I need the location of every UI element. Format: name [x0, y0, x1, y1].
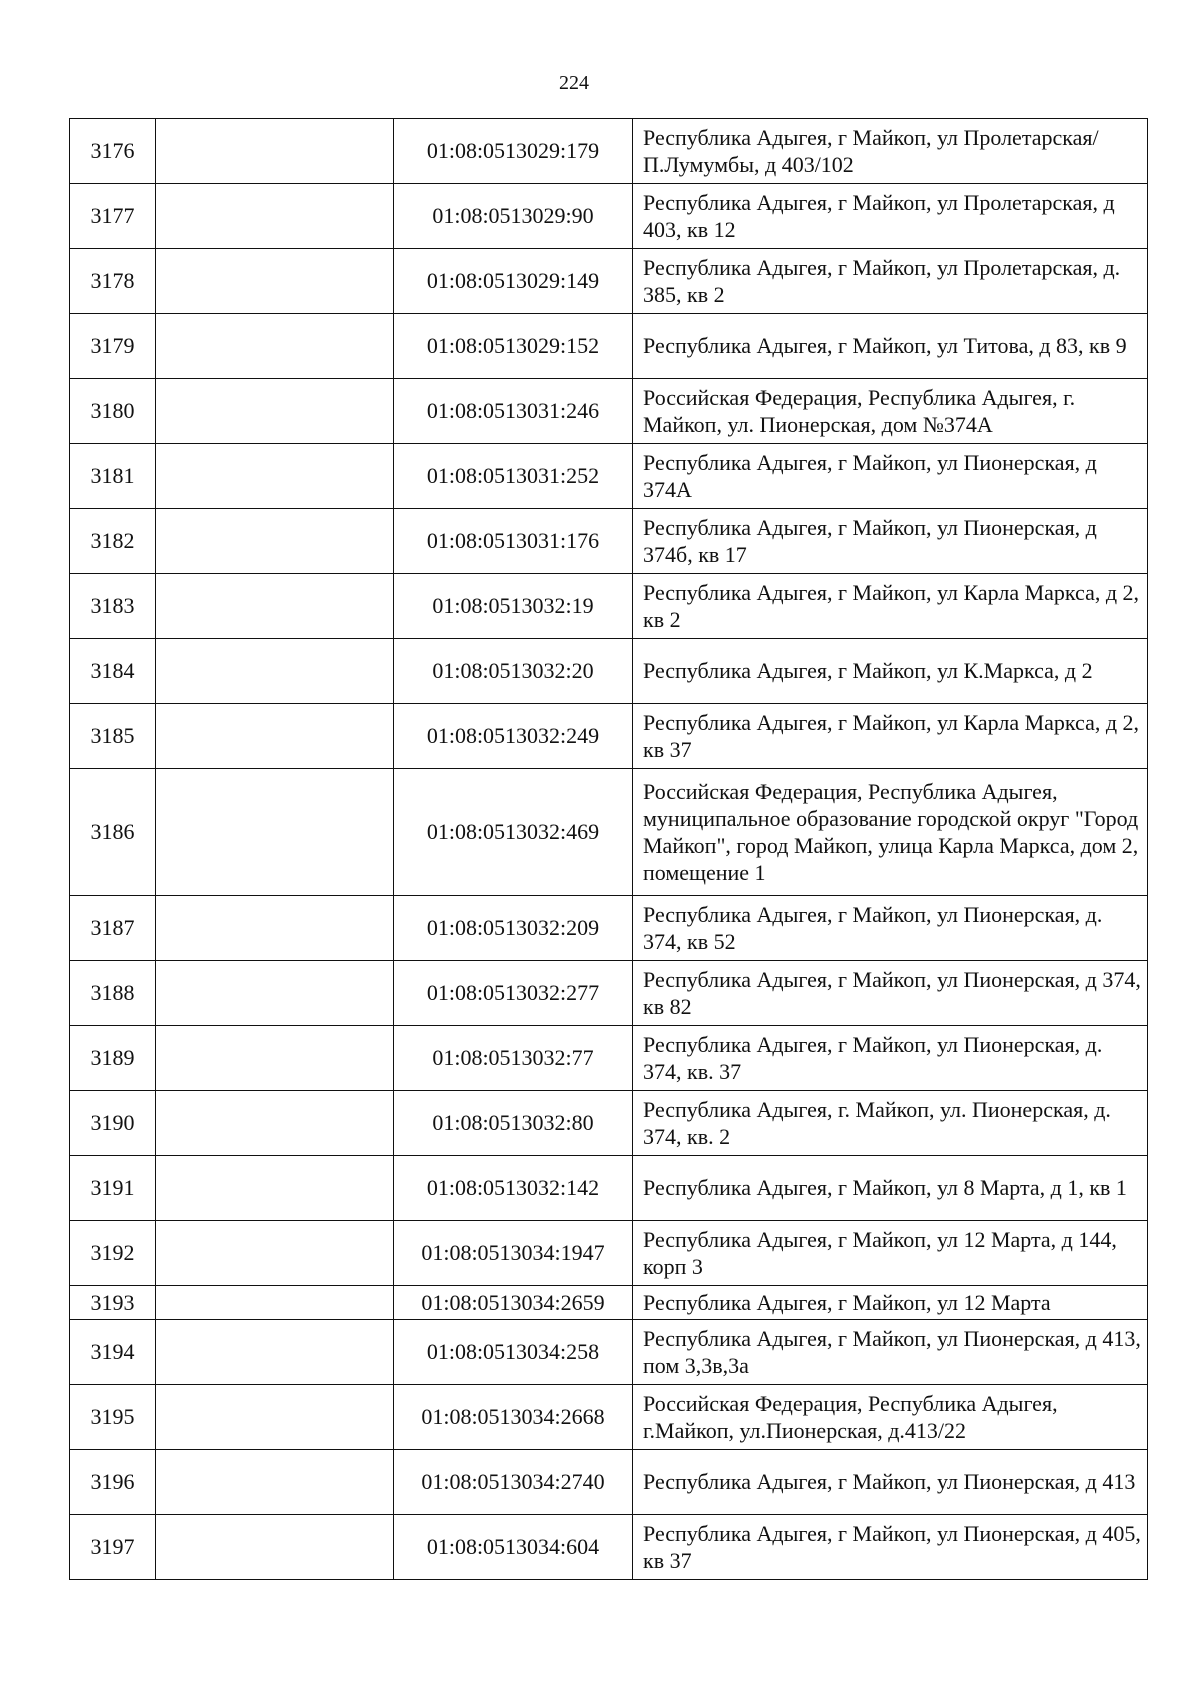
row-number-cell: 3182 [70, 509, 156, 574]
address-cell: Республика Адыгея, г Майкоп, ул Пионерская, д 405, кв 37 [633, 1515, 1148, 1580]
row-number-cell: 3194 [70, 1320, 156, 1385]
row-number-cell: 3177 [70, 184, 156, 249]
empty-cell [156, 119, 394, 184]
empty-cell [156, 249, 394, 314]
empty-cell [156, 314, 394, 379]
row-number-cell: 3195 [70, 1385, 156, 1450]
address-cell: Республика Адыгея, г Майкоп, ул Карла Маркса, д 2, кв 2 [633, 574, 1148, 639]
table-row [70, 1385, 1148, 1450]
empty-cell [156, 444, 394, 509]
cadastral-number-cell: 01:08:0513032:80 [394, 1091, 633, 1156]
empty-cell [156, 769, 394, 896]
address-cell: Республика Адыгея, г Майкоп, ул Пионерская, д 413, пом 3,3в,3а [633, 1320, 1148, 1385]
row-number-cell: 3192 [70, 1221, 156, 1286]
address-cell: Республика Адыгея, г Майкоп, ул Карла Маркса, д 2, кв 37 [633, 704, 1148, 769]
table-row [70, 1515, 1148, 1580]
address-cell: Республика Адыгея, г Майкоп, ул Пионерская, д. 374, кв. 37 [633, 1026, 1148, 1091]
row-number-cell: 3183 [70, 574, 156, 639]
cadastral-number-cell: 01:08:0513032:77 [394, 1026, 633, 1091]
table-row [70, 1026, 1148, 1091]
empty-cell [156, 1221, 394, 1286]
empty-cell [156, 379, 394, 444]
cadastral-number-cell: 01:08:0513031:176 [394, 509, 633, 574]
cadastral-number-cell: 01:08:0513032:469 [394, 769, 633, 896]
table-row [70, 444, 1148, 509]
table-row [70, 896, 1148, 961]
table-row [70, 1286, 1148, 1320]
table-row [70, 961, 1148, 1026]
row-number-cell: 3191 [70, 1156, 156, 1221]
cadastral-number-cell: 01:08:0513034:2740 [394, 1450, 633, 1515]
empty-cell [156, 574, 394, 639]
empty-cell [156, 639, 394, 704]
empty-cell [156, 1091, 394, 1156]
row-number-cell: 3187 [70, 896, 156, 961]
cadastral-number-cell: 01:08:0513029:90 [394, 184, 633, 249]
table-row [70, 769, 1148, 896]
address-cell: Республика Адыгея, г. Майкоп, ул. Пионерская, д. 374, кв. 2 [633, 1091, 1148, 1156]
table-row [70, 639, 1148, 704]
row-number-cell: 3185 [70, 704, 156, 769]
address-cell: Республика Адыгея, г Майкоп, ул Пролетарская, д. 385, кв 2 [633, 249, 1148, 314]
table-row [70, 1091, 1148, 1156]
address-cell: Российская Федерация, Республика Адыгея, г.Майкоп, ул.Пионерская, д.413/22 [633, 1385, 1148, 1450]
cadastral-number-cell: 01:08:0513029:179 [394, 119, 633, 184]
cadastral-number-cell: 01:08:0513031:246 [394, 379, 633, 444]
empty-cell [156, 961, 394, 1026]
table-row [70, 119, 1148, 184]
cadastral-number-cell: 01:08:0513032:209 [394, 896, 633, 961]
empty-cell [156, 1026, 394, 1091]
row-number-cell: 3186 [70, 769, 156, 896]
cadastral-number-cell: 01:08:0513034:604 [394, 1515, 633, 1580]
row-number-cell: 3180 [70, 379, 156, 444]
row-number-cell: 3188 [70, 961, 156, 1026]
cadastral-number-cell: 01:08:0513029:149 [394, 249, 633, 314]
empty-cell [156, 704, 394, 769]
address-cell: Республика Адыгея, г Майкоп, ул Пролетарская, д 403, кв 12 [633, 184, 1148, 249]
table-row [70, 1450, 1148, 1515]
address-cell: Российская Федерация, Республика Адыгея, муниципальное образование городской округ "Город Майкоп", город Майкоп, улица Карла Маркса, дом 2, помещение 1 [633, 769, 1148, 896]
table-row [70, 574, 1148, 639]
row-number-cell: 3184 [70, 639, 156, 704]
empty-cell [156, 1286, 394, 1320]
empty-cell [156, 509, 394, 574]
table-row [70, 379, 1148, 444]
row-number-cell: 3196 [70, 1450, 156, 1515]
cadastral-number-cell: 01:08:0513032:249 [394, 704, 633, 769]
address-cell: Республика Адыгея, г Майкоп, ул Пионерская, д 374А [633, 444, 1148, 509]
address-cell: Республика Адыгея, г Майкоп, ул Пионерская, д. 374, кв 52 [633, 896, 1148, 961]
empty-cell [156, 184, 394, 249]
address-cell: Республика Адыгея, г Майкоп, ул 12 Марта [633, 1286, 1148, 1320]
cadastral-number-cell: 01:08:0513032:142 [394, 1156, 633, 1221]
address-cell: Республика Адыгея, г Майкоп, ул Пионерская, д 413 [633, 1450, 1148, 1515]
address-cell: Республика Адыгея, г Майкоп, ул 8 Марта, д 1, кв 1 [633, 1156, 1148, 1221]
table-row [70, 314, 1148, 379]
empty-cell [156, 1515, 394, 1580]
row-number-cell: 3181 [70, 444, 156, 509]
empty-cell [156, 1156, 394, 1221]
cadastral-number-cell: 01:08:0513034:258 [394, 1320, 633, 1385]
cadastral-number-cell: 01:08:0513034:2659 [394, 1286, 633, 1320]
cadastral-number-cell: 01:08:0513032:20 [394, 639, 633, 704]
address-cell: Республика Адыгея, г Майкоп, ул Пролетарская/П.Лумумбы, д 403/102 [633, 119, 1148, 184]
row-number-cell: 3189 [70, 1026, 156, 1091]
empty-cell [156, 1320, 394, 1385]
row-number-cell: 3197 [70, 1515, 156, 1580]
row-number-cell: 3193 [70, 1286, 156, 1320]
address-cell: Республика Адыгея, г Майкоп, ул 12 Марта, д 144, корп 3 [633, 1221, 1148, 1286]
table-row [70, 509, 1148, 574]
row-number-cell: 3178 [70, 249, 156, 314]
table-row [70, 1221, 1148, 1286]
cadastral-number-cell: 01:08:0513029:152 [394, 314, 633, 379]
row-number-cell: 3179 [70, 314, 156, 379]
table-row [70, 1156, 1148, 1221]
page-number: 224 [559, 72, 589, 94]
cadastral-number-cell: 01:08:0513032:277 [394, 961, 633, 1026]
cadastral-number-cell: 01:08:0513034:1947 [394, 1221, 633, 1286]
address-cell: Республика Адыгея, г Майкоп, ул Пионерская, д 374б, кв 17 [633, 509, 1148, 574]
empty-cell [156, 1450, 394, 1515]
address-cell: Республика Адыгея, г Майкоп, ул Титова, д 83, кв 9 [633, 314, 1148, 379]
cadastral-number-cell: 01:08:0513034:2668 [394, 1385, 633, 1450]
table-row [70, 249, 1148, 314]
address-cell: Российская Федерация, Республика Адыгея, г. Майкоп, ул. Пионерская, дом №374А [633, 379, 1148, 444]
cadastral-number-cell: 01:08:0513032:19 [394, 574, 633, 639]
table-row [70, 704, 1148, 769]
row-number-cell: 3190 [70, 1091, 156, 1156]
address-cell: Республика Адыгея, г Майкоп, ул Пионерская, д 374, кв 82 [633, 961, 1148, 1026]
address-cell: Республика Адыгея, г Майкоп, ул К.Маркса, д 2 [633, 639, 1148, 704]
table-row [70, 1320, 1148, 1385]
empty-cell [156, 1385, 394, 1450]
cadastral-number-cell: 01:08:0513031:252 [394, 444, 633, 509]
row-number-cell: 3176 [70, 119, 156, 184]
table-row [70, 184, 1148, 249]
property-registry-table [69, 118, 1148, 1580]
empty-cell [156, 896, 394, 961]
